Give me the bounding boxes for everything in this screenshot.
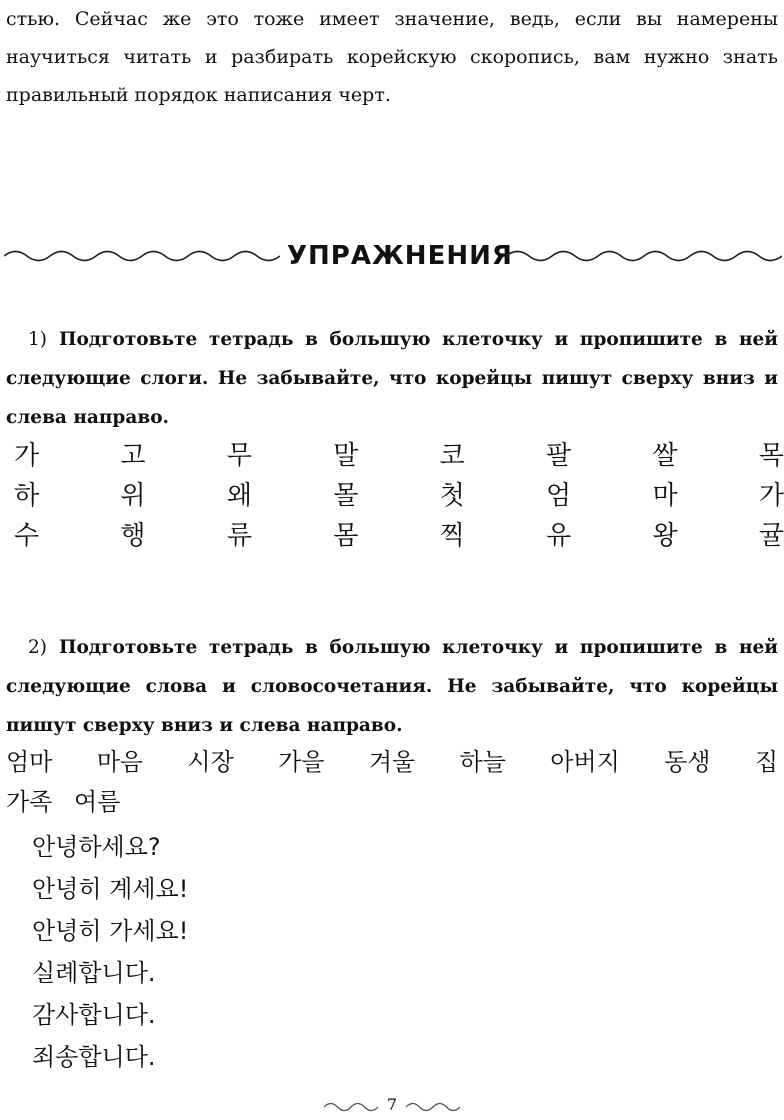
section-title: УПРАЖНЕНИЯ xyxy=(287,241,513,271)
page-footer xyxy=(300,1094,484,1118)
word: 여름 xyxy=(74,788,121,816)
syllable: 행 xyxy=(120,521,146,551)
syllable: 류 xyxy=(226,521,252,551)
word: 마음 xyxy=(96,748,144,776)
word: 시장 xyxy=(187,748,234,776)
syllable: 마 xyxy=(652,481,678,511)
syllable: 몰 xyxy=(333,481,359,511)
word: 아버지 xyxy=(550,748,620,776)
word-row-1 xyxy=(6,742,778,782)
syllable: 하 xyxy=(14,481,40,511)
syllable: 첫 xyxy=(439,481,465,511)
phrase: 감사합니다. xyxy=(32,1001,156,1029)
word: 가을 xyxy=(278,748,325,776)
exercise-1-text: Подготовьте тетрадь в большую клеточку и пропишите в ней следующие слоги. Не забывайте, что корейцы пишут сверху вниз и слева направо. xyxy=(6,329,778,428)
word: 하늘 xyxy=(459,748,506,776)
word: 가족 xyxy=(6,788,53,816)
phrase: 죄송합니다. xyxy=(32,1043,156,1071)
phrase-list xyxy=(32,826,188,1078)
word: 동생 xyxy=(664,748,711,776)
syllable: 위 xyxy=(120,481,146,511)
syllable: 가 xyxy=(14,441,40,471)
wave-ornament-right-icon xyxy=(506,248,782,264)
syllable: 수 xyxy=(14,521,40,551)
syllable-row-3 xyxy=(14,516,784,556)
syllable: 가 xyxy=(758,481,784,511)
syllable-row-2 xyxy=(14,476,784,516)
syllable: 몸 xyxy=(333,521,359,551)
syllable: 귤 xyxy=(758,521,784,551)
syllable: 엄 xyxy=(546,481,572,511)
phrase: 안녕하세요? xyxy=(32,833,161,861)
exercise-2-number: 2) xyxy=(28,637,47,658)
exercise-2-text: Подготовьте тетрадь в большую клеточку и пропишите в ней следующие слова и словосочетания. Не забывайте, что корейцы пишут сверху вниз и слева направо. xyxy=(6,637,778,736)
syllable: 유 xyxy=(546,521,572,551)
phrase: 안녕히 가세요! xyxy=(32,917,189,945)
wave-ornament-footer-right-icon xyxy=(406,1100,460,1112)
word: 집 xyxy=(754,748,778,776)
intro-paragraph xyxy=(6,0,778,114)
intro-text: стью. Сейчас же это тоже имеет значение, ведь, если вы намерены научиться читать и разбирать корейскую скоропись, вам нужно знать правильный порядок написания черт. xyxy=(6,8,778,106)
word-row-2 xyxy=(6,782,778,822)
exercise-2-instruction xyxy=(6,628,778,745)
syllable: 말 xyxy=(333,441,359,471)
syllable: 왕 xyxy=(652,521,678,551)
wave-ornament-left-icon xyxy=(4,248,280,264)
syllable: 쌀 xyxy=(652,441,678,471)
wave-ornament-footer-left-icon xyxy=(324,1100,378,1112)
exercise-1-instruction xyxy=(6,320,778,437)
word: 엄마 xyxy=(6,748,53,776)
syllable: 무 xyxy=(226,441,252,471)
section-heading xyxy=(0,236,784,276)
exercise-1-number: 1) xyxy=(28,329,47,350)
phrase: 안녕히 계세요! xyxy=(32,875,189,903)
syllable: 목 xyxy=(758,441,784,471)
syllable: 고 xyxy=(120,441,146,471)
page-number: 7 xyxy=(386,1095,398,1114)
syllable: 팔 xyxy=(546,441,572,471)
phrase: 실례합니다. xyxy=(32,959,156,987)
syllable: 왜 xyxy=(226,481,252,511)
word: 겨울 xyxy=(368,748,416,776)
syllable: 찍 xyxy=(439,521,465,551)
syllable: 코 xyxy=(439,441,465,471)
word-list xyxy=(6,742,778,822)
syllable-grid xyxy=(14,436,784,556)
syllable-row-1 xyxy=(14,436,784,476)
